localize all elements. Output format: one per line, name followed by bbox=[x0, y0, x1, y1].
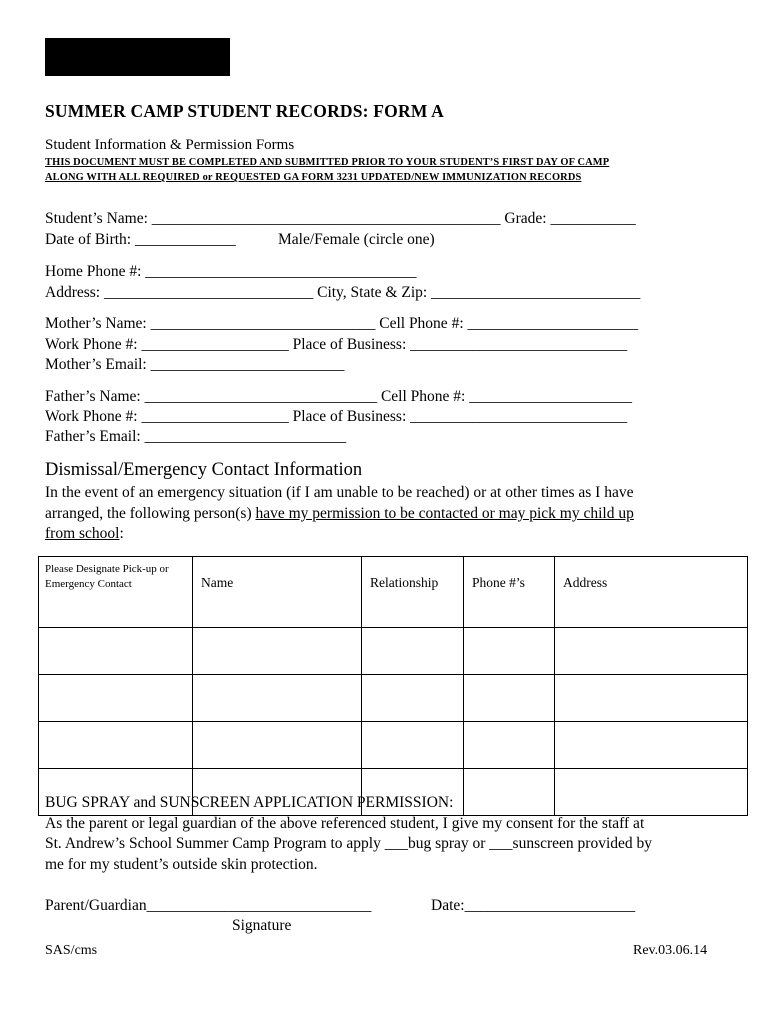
table-cell[interactable] bbox=[193, 675, 362, 722]
footer-initials: SAS/cms bbox=[45, 943, 98, 958]
table-cell[interactable] bbox=[555, 675, 748, 722]
father-email-field[interactable]: Father’s Email: __________________________ bbox=[45, 428, 347, 445]
column-header-designate: Please Designate Pick-up or Emergency Contact bbox=[39, 557, 193, 628]
bug-spray-line-1: As the parent or legal guardian of the above referenced student, I give my consent for the staff at bbox=[45, 815, 645, 832]
dismissal-para-line-2 bbox=[45, 505, 634, 523]
dismissal-para-underlined-end: from school bbox=[45, 525, 120, 542]
table-cell[interactable] bbox=[555, 722, 748, 769]
table-cell[interactable] bbox=[464, 722, 555, 769]
dismissal-heading: Dismissal/Emergency Contact Information bbox=[45, 460, 363, 480]
emergency-contacts-table bbox=[38, 556, 748, 816]
dismissal-para-underlined: have my permission to be contacted or may pick my child up bbox=[255, 505, 634, 522]
table-cell[interactable] bbox=[555, 769, 748, 816]
table-row bbox=[39, 628, 748, 675]
mother-email-field[interactable]: Mother’s Email: _________________________ bbox=[45, 356, 345, 373]
table-row bbox=[39, 675, 748, 722]
mother-work-business-field[interactable]: Work Phone #: ___________________ Place of Business: ____________________________ bbox=[45, 336, 628, 353]
form-subtitle: Student Information & Permission Forms bbox=[45, 137, 295, 153]
table-header-row bbox=[39, 557, 748, 628]
dismissal-para-line-3 bbox=[45, 525, 124, 543]
table-cell[interactable] bbox=[464, 769, 555, 816]
table-cell[interactable] bbox=[193, 628, 362, 675]
notice-line-2: ALONG WITH ALL REQUIRED or REQUESTED GA FORM 3231 UPDATED/NEW IMMUNIZATION RECORDS bbox=[45, 172, 582, 183]
date-of-birth-field[interactable]: Date of Birth: _____________ bbox=[45, 231, 236, 248]
footer-revision: Rev.03.06.14 bbox=[633, 943, 708, 958]
form-title: SUMMER CAMP STUDENT RECORDS: FORM A bbox=[45, 101, 444, 121]
table-cell[interactable] bbox=[464, 675, 555, 722]
father-work-business-field[interactable]: Work Phone #: ___________________ Place of Business: ____________________________ bbox=[45, 408, 628, 425]
bug-spray-heading: BUG SPRAY and SUNSCREEN APPLICATION PERMISSION: bbox=[45, 794, 454, 811]
table-cell[interactable] bbox=[362, 675, 464, 722]
column-header-relationship: Relationship bbox=[362, 557, 464, 628]
dismissal-para-colon: : bbox=[119, 525, 124, 542]
table-cell[interactable] bbox=[362, 722, 464, 769]
address-field[interactable]: Address: ___________________________ City, State & Zip: ___________________________ bbox=[45, 284, 641, 301]
bug-spray-line-2[interactable]: St. Andrew’s School Summer Camp Program to apply ___bug spray or ___sunscreen provided by bbox=[45, 835, 653, 852]
dismissal-para-line-1: In the event of an emergency situation (if I am unable to be reached) or at other times as I have bbox=[45, 484, 634, 501]
father-name-cell-field[interactable]: Father’s Name: ______________________________ Cell Phone #: _____________________ bbox=[45, 388, 632, 405]
parent-guardian-signature-field[interactable]: Parent/Guardian_____________________________ bbox=[45, 897, 372, 914]
dismissal-para-plain: arranged, the following person(s) bbox=[45, 505, 256, 522]
gender-circle-field[interactable]: Male/Female (circle one) bbox=[278, 231, 435, 248]
table-cell[interactable] bbox=[39, 675, 193, 722]
signature-label: Signature bbox=[232, 917, 292, 934]
student-name-grade-field[interactable]: Student’s Name: _____________________________________________ Grade: ___________ bbox=[45, 210, 636, 227]
table-cell[interactable] bbox=[555, 628, 748, 675]
signature-date-field[interactable]: Date:______________________ bbox=[431, 897, 636, 914]
notice-line-1: THIS DOCUMENT MUST BE COMPLETED AND SUBMITTED PRIOR TO YOUR STUDENT’S FIRST DAY OF CAMP bbox=[45, 157, 610, 168]
table-cell[interactable] bbox=[464, 628, 555, 675]
mother-name-cell-field[interactable]: Mother’s Name: _____________________________ Cell Phone #: ______________________ bbox=[45, 315, 638, 332]
column-header-address: Address bbox=[555, 557, 748, 628]
table-row bbox=[39, 722, 748, 769]
bug-spray-line-3: me for my student’s outside skin protection. bbox=[45, 856, 318, 873]
column-header-phone: Phone #’s bbox=[464, 557, 555, 628]
table-cell[interactable] bbox=[193, 722, 362, 769]
home-phone-field[interactable]: Home Phone #: ___________________________________ bbox=[45, 263, 417, 280]
table-cell[interactable] bbox=[362, 628, 464, 675]
column-header-name: Name bbox=[193, 557, 362, 628]
table-cell[interactable] bbox=[39, 722, 193, 769]
table-cell[interactable] bbox=[39, 628, 193, 675]
redacted-block bbox=[45, 38, 230, 76]
